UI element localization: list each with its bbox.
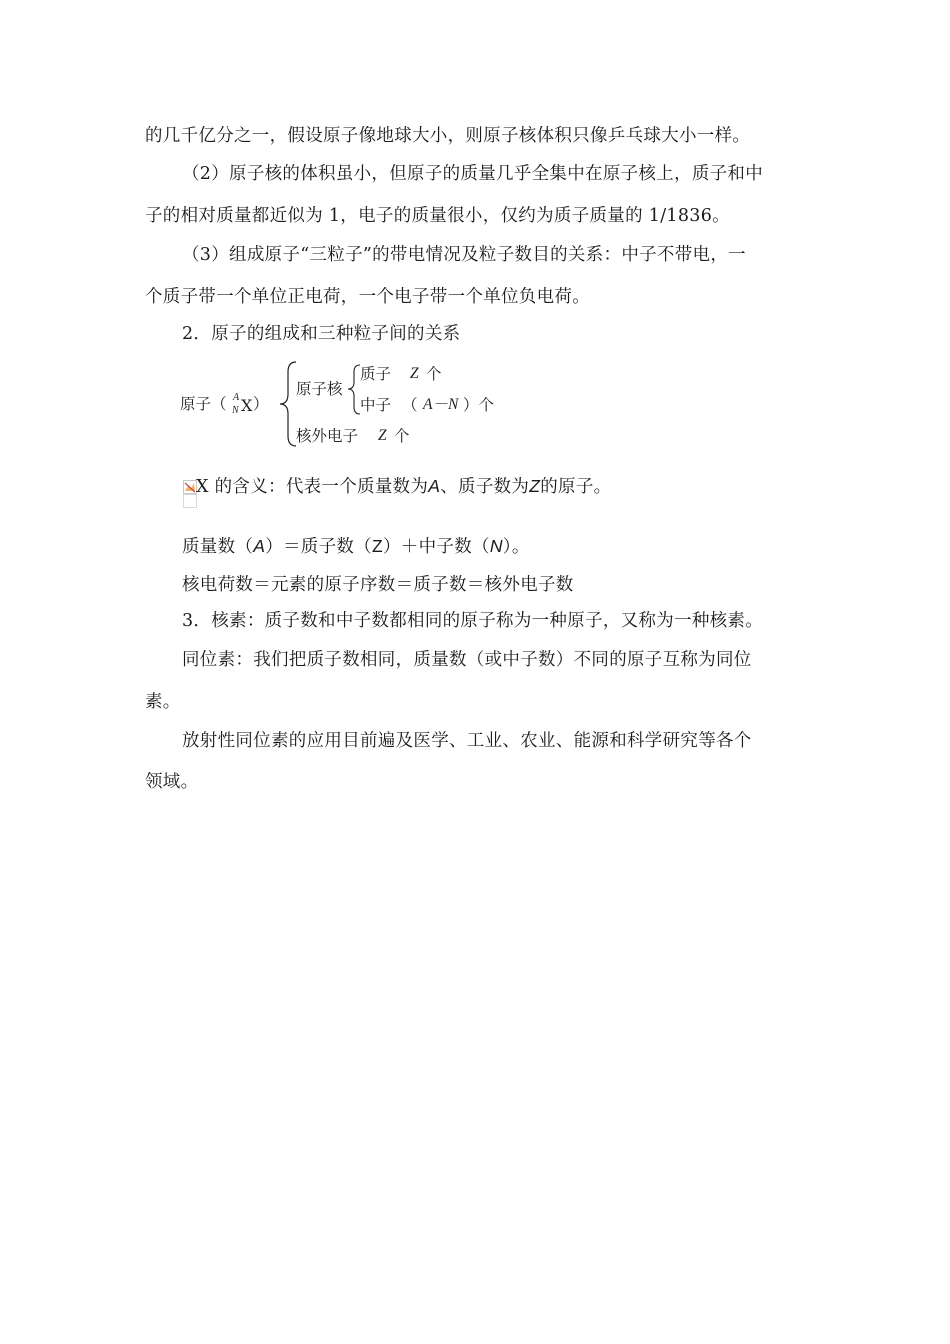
electron-label: 核外电子	[296, 427, 359, 445]
element-symbol: X	[241, 396, 253, 415]
proton-label: 质子	[360, 365, 392, 383]
mass-eq-part2: ）＝质子数（	[265, 537, 372, 557]
mass-eq-a: A	[253, 536, 266, 556]
mass-eq-part1: 质量数（	[182, 537, 254, 557]
broken-image-icon	[183, 480, 197, 508]
meaning-mid: 、质子数为	[440, 477, 530, 497]
electron-count-unit: 个	[394, 427, 410, 445]
proton-count-var: Z	[410, 365, 419, 382]
isotope-line1: 同位素：我们把质子数相同，质量数（或中子数）不同的原子互称为同位	[182, 650, 752, 670]
para3-line2: 个质子带一个单位正电荷，一个电子带一个单位负电荷。	[145, 287, 590, 307]
mass-eq-part3: ）＋中子数（	[383, 537, 490, 557]
electron-count-var: Z	[378, 427, 387, 444]
neutron-label: 中子	[360, 396, 392, 414]
mass-eq-z: Z	[372, 536, 383, 556]
neutron-number-sub: N	[232, 405, 239, 416]
section3-heading: 3．核素：质子数和中子数都相同的原子称为一种原子，又称为一种核素。	[182, 611, 764, 631]
isotope-line2: 素。	[145, 692, 181, 712]
para2-line2: 子的相对质量都近似为 1，电子的质量很小，仅约为质子质量的 1/1836。	[145, 206, 730, 226]
meaning-suffix: 的原子。	[540, 477, 612, 497]
proton-count-unit: 个	[426, 365, 442, 383]
para1-line1: 的几千亿分之一，假设原子像地球大小，则原子核体积只像乒乓球大小一样。	[145, 126, 751, 146]
outer-brace	[280, 362, 296, 446]
section2-heading: 2．原子的组成和三种粒子间的关系	[182, 324, 461, 344]
meaning-z: Z	[529, 476, 541, 496]
atom-close: ）	[253, 395, 269, 413]
mass-eq-n: N	[489, 536, 503, 556]
para3-line1: （3）组成原子“三粒子”的带电情况及粒子数目的关系：中子不带电，一	[182, 245, 746, 265]
nucleus-label: 原子核	[296, 380, 343, 398]
mass-eq-part4: ）。	[502, 537, 530, 557]
charge-equation: 核电荷数＝元素的原子序数＝质子数＝核外电子数	[182, 575, 574, 595]
neutron-count-var: A－N	[423, 396, 459, 413]
neutron-count-open: （	[402, 396, 418, 414]
isotope-symbol	[225, 392, 251, 420]
radio-line1: 放射性同位素的应用目前遍及医学、工业、农业、能源和科学研究等各个	[182, 731, 752, 751]
inner-brace	[348, 365, 360, 414]
mass-number-equation	[182, 534, 862, 559]
meaning-line	[196, 474, 876, 499]
neutron-count-close: ）个	[463, 396, 495, 414]
meaning-prefix: X 的含义：代表一个质量数为	[196, 477, 429, 497]
meaning-a: A	[428, 476, 441, 496]
para2-line1: （2）原子核的体积虽小，但原子的质量几乎全集中在原子核上，质子和中	[182, 164, 764, 184]
radio-line2: 领域。	[145, 772, 199, 792]
atom-composition-diagram	[180, 358, 520, 453]
mass-number-sup: A	[233, 392, 240, 403]
atom-label: 原子（	[180, 395, 227, 413]
